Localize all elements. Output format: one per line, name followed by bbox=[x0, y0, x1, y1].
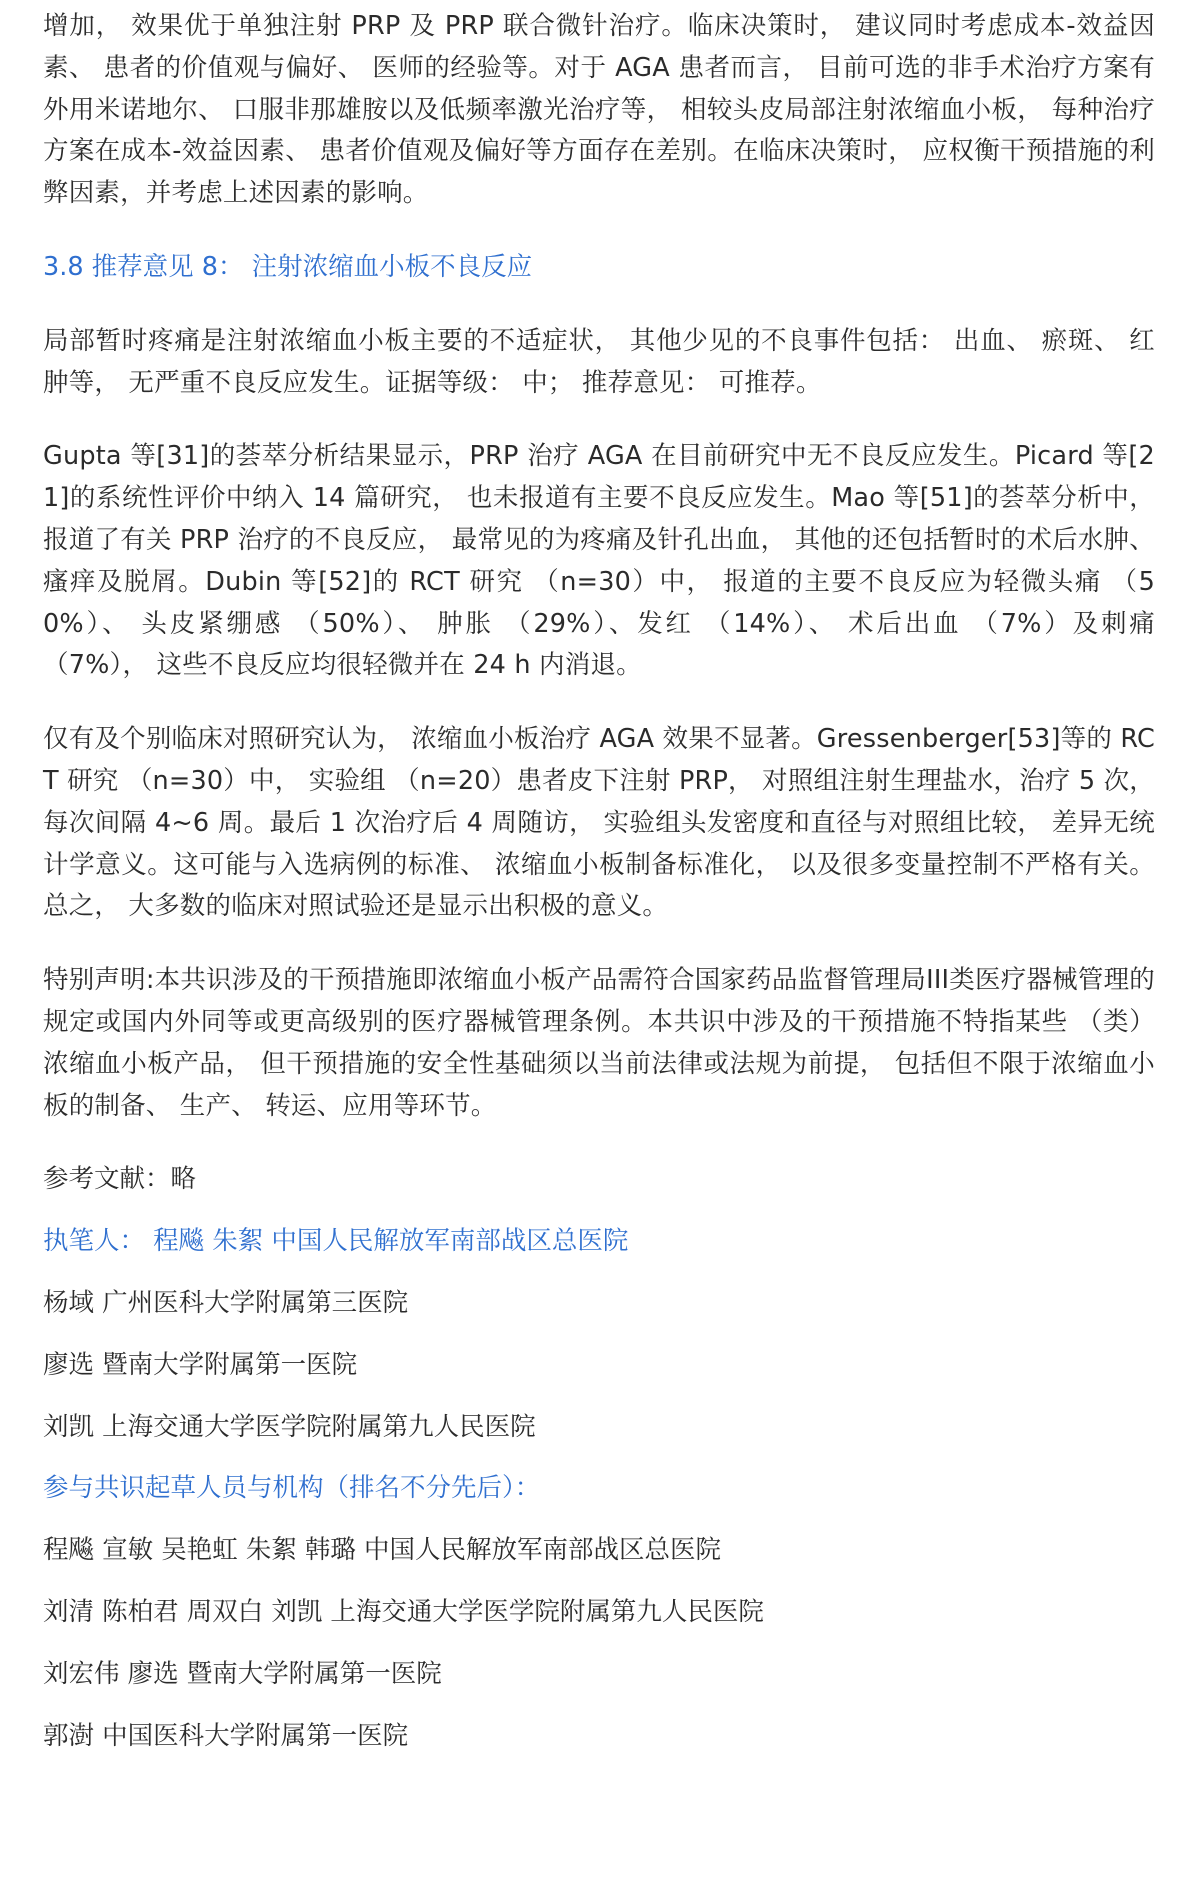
section-paragraph-1: 局部暂时疼痛是注射浓缩血小板主要的不适症状， 其他少见的不良事件包括： 出血、 瘀斑、 红肿等， 无严重不良反应发生。证据等级： 中； 推荐意见： 可推荐。 bbox=[43, 325, 1155, 398]
contributor-line-1: 程飚 宣敏 吴艳虹 朱絮 韩璐 中国人民解放军南部战区总医院 bbox=[43, 1535, 722, 1566]
contributors-heading: 参与共识起草人员与机构（排名不分先后）： bbox=[43, 1473, 541, 1504]
authors-heading: 执笔人： 程飚 朱絮 中国人民解放军南部战区总医院 bbox=[43, 1226, 629, 1257]
section-paragraph-2: Gupta 等[31]的荟萃分析结果显示，PRP 治疗 AGA 在目前研究中无不良反应发生。Picard 等[21]的系统性评价中纳入 14 篇研究， 也未报道有主要不良反应发生。Mao 等[51]的荟萃分析中， 报道了有关 PRP 治疗的不良反应， 最常见的为疼痛及针孔出血， 其他的还包括暂时的术后水肿、 瘙痒及脱屑。Dubin 等[52]的 RCT 研究 （n=30）中， 报道的主要不良反应为轻微头痛 （50%）、 头皮紧绷感 （50%）、 肿胀 （29%）、发红 （14%）、 术后出血 （7%）及刺痛 （7%）， 这些不良反应均很轻微并在 24 h 内消退。 bbox=[43, 441, 1155, 681]
document-page bbox=[43, 6, 1155, 1757]
references-line: 参考文献：略 bbox=[43, 1164, 197, 1195]
contributor-line-2: 刘清 陈柏君 周双白 刘凯 上海交通大学医学院附属第九人民医院 bbox=[43, 1596, 764, 1627]
disclaimer-paragraph: 特别声明:本共识涉及的干预措施即浓缩血小板产品需符合国家药品监督管理局III类医疗器械管理的规定或国内外同等或更高级别的医疗器械管理条例。本共识中涉及的干预措施不特指某些 （类）浓缩血小板产品， 但干预措施的安全性基础须以当前法律或法规为前提， 包括但不限于浓缩血小板的制备、 生产、 转运、应用等环节。 bbox=[43, 965, 1155, 1121]
author-line-2: 廖选 暨南大学附属第一医院 bbox=[43, 1349, 358, 1380]
section-heading: 3.8 推荐意见 8： 注射浓缩血小板不良反应 bbox=[43, 251, 533, 282]
intro-paragraph: 增加， 效果优于单独注射 PRP 及 PRP 联合微针治疗。临床决策时， 建议同时考虑成本-效益因素、 患者的价值观与偏好、 医师的经验等。对于 AGA 患者而言， 目前可选的非手术治疗方案有外用米诺地尔、 口服非那雄胺以及低频率激光治疗等， 相较头皮局部注射浓缩血小板， 每种治疗方案在成本-效益因素、 患者价值观及偏好等方面存在差别。在临床决策时， 应权衡干预措施的利弊因素，并考虑上述因素的影响。 bbox=[43, 11, 1155, 209]
author-line-3: 刘凯 上海交通大学医学院附属第九人民医院 bbox=[43, 1411, 536, 1442]
contributor-line-4: 郭澍 中国医科大学附属第一医院 bbox=[43, 1720, 409, 1751]
section-paragraph-3: 仅有及个别临床对照研究认为， 浓缩血小板治疗 AGA 效果不显著。Gressenberger[53]等的 RCT 研究 （n=30）中， 实验组 （n=20）患者皮下注射 PRP， 对照组注射生理盐水，治疗 5 次， 每次间隔 4~6 周。最后 1 次治疗后 4 周随访， 实验组头发密度和直径与对照组比较， 差异无统计学意义。这可能与入选病例的标准、 浓缩血小板制备标准化， 以及很多变量控制不严格有关。总之， 大多数的临床对照试验还是显示出积极的意义。 bbox=[43, 724, 1155, 922]
contributor-line-3: 刘宏伟 廖选 暨南大学附属第一医院 bbox=[43, 1658, 442, 1689]
author-line-1: 杨域 广州医科大学附属第三医院 bbox=[43, 1287, 409, 1318]
